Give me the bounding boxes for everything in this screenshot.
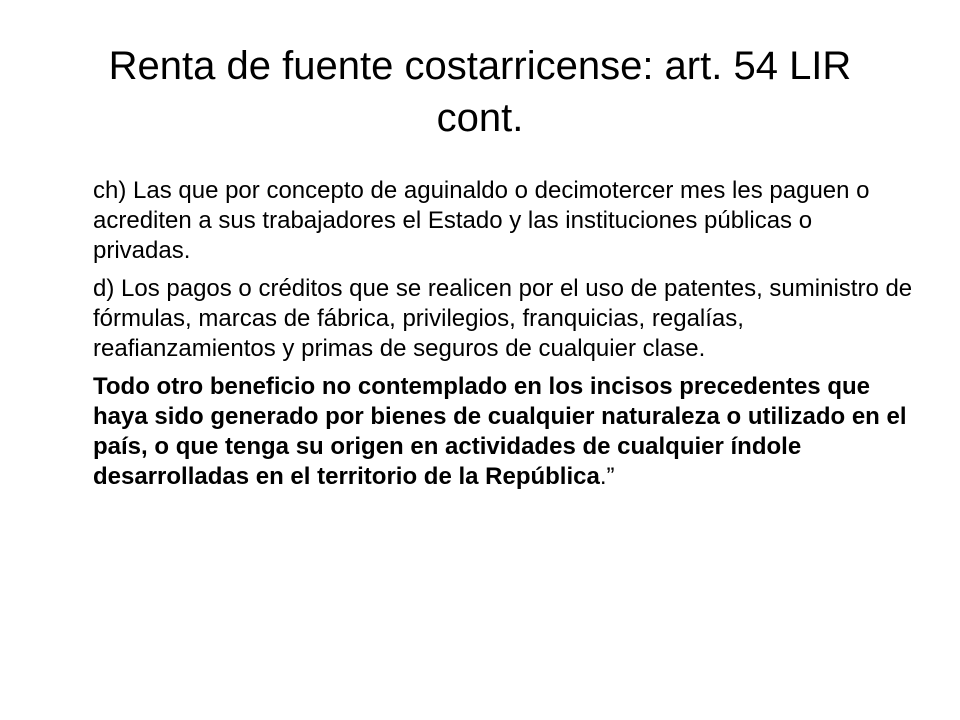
paragraph-ch: ch) Las que por concepto de aguinaldo o decimotercer mes les paguen o acrediten a sus trabajadores el Estado y las instituciones públicas o privadas. xyxy=(93,177,870,264)
paragraph-conclusion xyxy=(93,372,913,492)
paragraph-conclusion-text: Todo otro beneficio no contemplado en los incisos precedentes que haya sido generado por bienes de cualquier naturaleza o utilizado en el país, o que tenga su origen en actividades de cualquier índole desarrolladas en el territorio de la República xyxy=(93,373,907,490)
slide-title: Renta de fuente costarricense: art. 54 LIR cont. xyxy=(108,44,852,140)
paragraph-d: d) Los pagos o créditos que se realicen por el uso de patentes, suministro de fórmulas, marcas de fábrica, privilegios, franquicias, regalías, reafianzamientos y primas de seguros de cualquier clase. xyxy=(93,275,913,362)
slide-body xyxy=(93,176,913,500)
paragraph-conclusion-tail: .” xyxy=(599,463,615,490)
